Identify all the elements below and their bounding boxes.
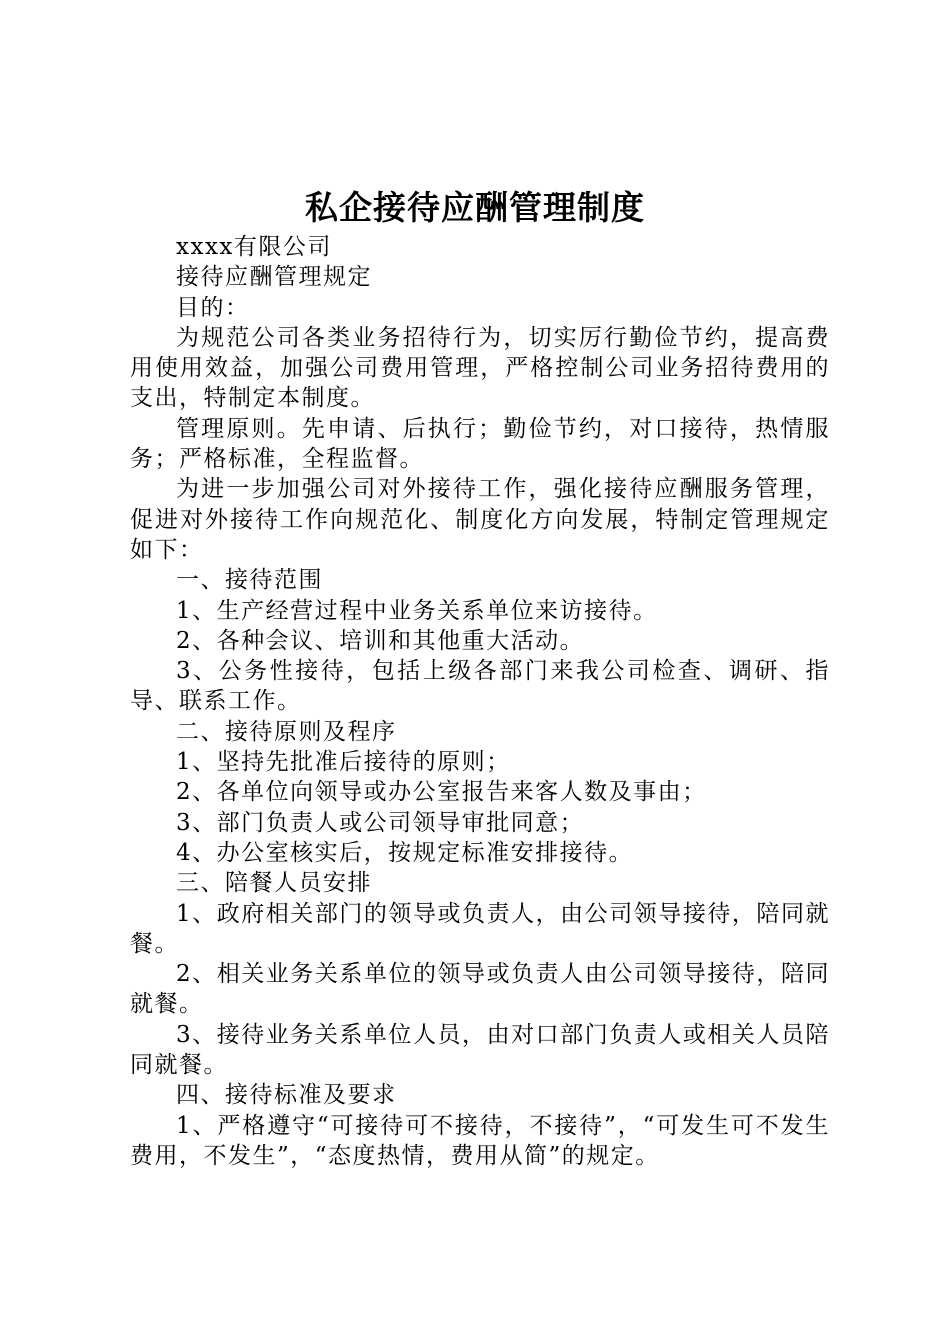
section-heading-4: 四、接待标准及要求 <box>176 1082 397 1109</box>
document-title: 私企接待应酬管理制度 <box>305 188 645 227</box>
list-item: 2、各种会议、培训和其他重大活动。 <box>176 627 585 654</box>
list-item: 1、政府相关部门的领导或负责人，由公司领导接待，陪同就餐。 <box>130 900 830 957</box>
regulation-name-line: 接待应酬管理规定 <box>176 264 372 291</box>
purpose-paragraph: 为规范公司各类业务招待行为，切实厉行勤俭节约，提高费用使用效益，加强公司费用管理，严格控制公司业务招待费用的支出，特制定本制度。 <box>130 324 830 412</box>
list-item: 1、坚持先批准后接待的原则； <box>176 749 511 776</box>
section-heading-1: 一、接待范围 <box>176 567 323 594</box>
list-item: 2、相关业务关系单位的领导或负责人由公司领导接待，陪同就餐。 <box>130 961 830 1018</box>
section-heading-3: 三、陪餐人员安排 <box>176 870 372 897</box>
list-item: 1、严格遵守“可接待可不接待，不接待”，“可发生可不发生费用，不发生”，“态度热情，费用从简”的规定。 <box>130 1112 830 1169</box>
list-item: 3、公务性接待，包括上级各部门来我公司检查、调研、指导、联系工作。 <box>130 658 830 715</box>
list-item: 4、办公室核实后，按规定标准安排接待。 <box>176 839 634 866</box>
list-item: 3、部门负责人或公司领导审批同意； <box>176 809 585 836</box>
company-name-line: xxxx有限公司 <box>176 234 332 260</box>
section-heading-2: 二、接待原则及程序 <box>176 718 397 745</box>
list-item: 3、接待业务关系单位人员，由对口部门负责人或相关人员陪同就餐。 <box>130 1021 830 1079</box>
management-principle-paragraph: 管理原则。先申请、后执行；勤俭节约，对口接待，热情服务；严格标准，全程监督。 <box>130 415 830 473</box>
document-body <box>130 232 830 1171</box>
intro-paragraph: 为进一步加强公司对外接待工作，强化接待应酬服务管理，促进对外接待工作向规范化、制度化方向发展，特制定管理规定如下： <box>130 476 830 563</box>
list-item: 1、生产经营过程中业务关系单位来访接待。 <box>176 597 658 624</box>
purpose-heading: 目的： <box>176 294 250 321</box>
list-item: 2、各单位向领导或办公室报告来客人数及事由； <box>176 779 707 806</box>
